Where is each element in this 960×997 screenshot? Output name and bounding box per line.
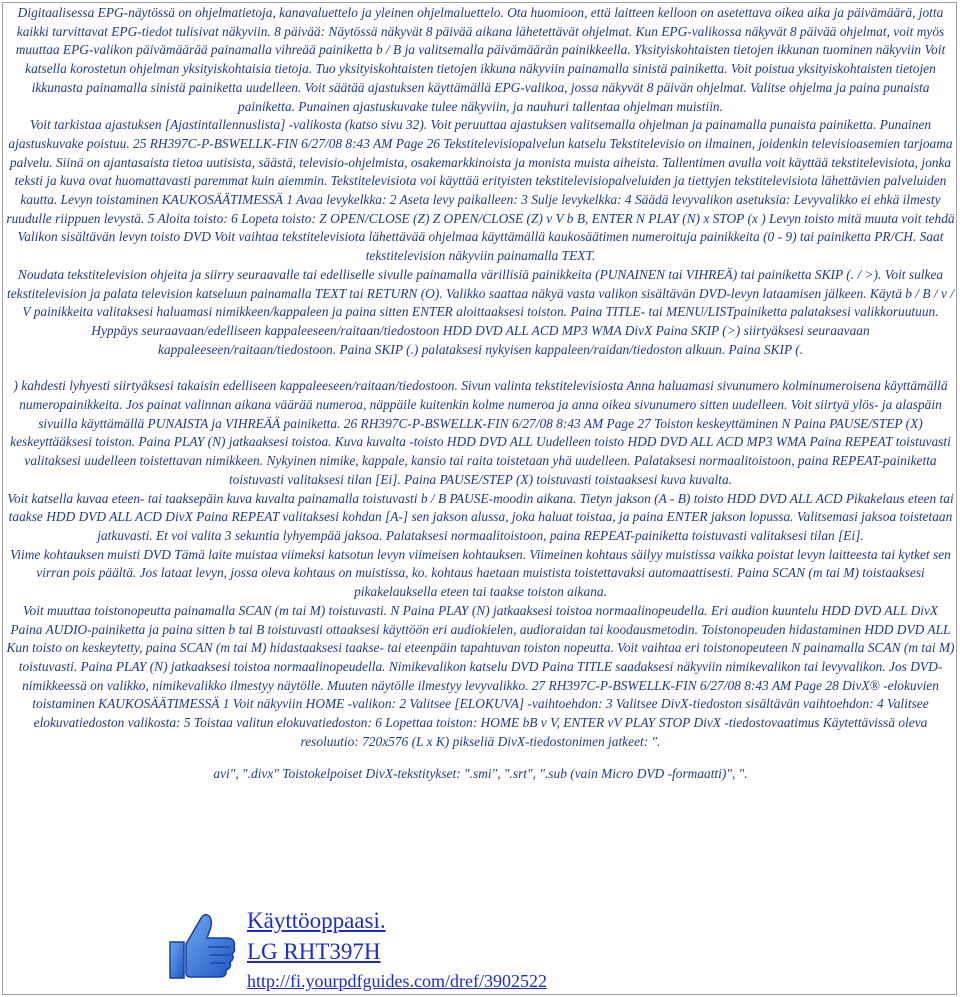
paragraph-epg: Digitaalisessa EPG-näytössä on ohjelmatietoja, kanavaluettelo ja yleinen ohjelmaluettelo. Ota huomioon, että laitteen kelloon on asetettava oikea aika ja päivämäärä, jotta kaikki tarvittavat EPG-tiedot tulisivat näkyviin. 8 päivää: Näytössä näkyvät 8 päivää aikana lähetettävät ohjelmat. Kun EPG-valikossa näkyvät 8 päivää ohjelmat, voit myös muuttaa EPG-valikon päivämäärää painamalla vihreää painiketta b / B ja valitsemalla päivämäärän painikkeella. Yksityiskohtaisten tietojen ikkunan tuominen näkyviin Voit katsella korostetun ohjelman yksityiskohtaisia tietoja. Tuo yksityiskohtaisten tietojen ikkuna näkyviin painamalla sinistä painiketta. Voit poistua yksityiskohtaisten tietojen ikkunasta painamalla sinistä painiketta uudelleen. Voit säätää ajastuksen käyttämällä EPG-valikoa, jossa näkyvät 8 päivän ohjelmat. Valitse ohjelma ja paina punaista painiketta. Punainen ajastuskuvake tulee näkyviin, ja nauhuri tallentaa ohjelman muistiin.	[15, 5, 946, 114]
paragraph-gap	[6, 359, 955, 377]
paragraph-last-scene: Viime kohtauksen muisti DVD Tämä laite muistaa viimeksi katsotun levyn viimeisen kohtauksen. Viimeinen kohtaus säilyy muistissa vaikka poistat levyn laitteesta tai kytket sen virran pois päältä. Jos lataat levyn, jossa oleva kohtaus on muistissa, ko. kohtaus haetaan muistista toistettavaksi automaattisesti. Paina SCAN (m tai M) toistaaksesi pikakelauksella eteen tai taakse toiston aikana.	[10, 546, 951, 600]
paragraph-teletext: Voit tarkistaa ajastuksen [Ajastintallennuslista] -valikosta (katso sivu 32). Voit peruuttaa ajastuksen valitsemalla ohjelman ja painamalla punaista painiketta. Punainen ajastuskuvake poistuu. 25 RH397C-P-BSWELLK-FIN 6/27/08 8:43 AM Page 26 Tekstitelevisiopalvelun katselu Tekstitelevisio on ilmainen, joidenkin televisioasemien tarjoama palvelu. Siinä on ajantasaista tietoa uutisista, säästä, televisio-ohjelmista, osakemarkkinoista ja monista muista aiheista. Tallentimen avulla voit käyttää tekstitelevisiota, jonka teksti ja kuva ovat huomattavasti paremmat kuin aiemmin. Tekstitelevisiota voi käyttää erityisten tekstitelevisiopalveluiden ja tiettyjen tekstitelevisiota lähettävien palveluiden kautta. Levyn toistaminen KAUKOSÄÄTIMESSÄ 1 Avaa levykelkka: 2 Aseta levy paikalleen: 3 Sulje levykelkka: 4 Säädä levyvalikon asetuksia: Levyvalikko ei ehkä ilmesty ruudulle riippuen levystä. 5 Aloita toisto: 6 Lopeta toisto: Z OPEN/CLOSE (Z) Z OPEN/CLOSE (Z) v V b B, ENTER N PLAY (N) x STOP (x ) Levyn toisto mitä muuta voit tehdä Valikon sisältävän levyn toisto DVD Voit vaihtaa tekstitelevisiota lähettävää ohjelmaa käyttämällä kaukosäätimen numeroituja painikkeita (0 - 9) tai painiketta PR/CH. Saat tekstitelevision näkyviin painamalla TEXT.	[6, 117, 955, 264]
paragraph-audio-divx: Voit muuttaa toistonopeutta painamalla SCAN (m tai M) toistuvasti. N Paina PLAY (N) jatkaaksesi toistoa normaalinopeudella. Eri audion kuuntelu HDD DVD ALL DivX Paina AUDIO-painiketta ja paina sitten b tai B toistuvasti ottaaksesi käyttöön eri audiokielen, audioraidan tai koodausmetodin. Toistonopeuden hidastaminen HDD DVD ALL Kun toisto on keskeytetty, paina SCAN (m tai M) hidastaaksesi taakse- tai eteenpäin tapahtuvan toiston nopeutta. Voit vaihtaa eri toistonopeuteen N painamalla SCAN (m tai M) toistuvasti. Paina PLAY (N) jatkaaksesi toistoa normaalinopeudella. Nimikevalikon katselu DVD Paina TITLE saadaksesi näkyviin nimikevalikon tai levyvalikon. Jos DVD-nimikkeessä on valikko, nimikevalikko ilmestyy näytölle. Muuten näytölle ilmestyy levyvalikko. 27 RH397C-P-BSWELLK-FIN 6/27/08 8:43 AM Page 28 DivX® -elokuvien toistaminen KAUKOSÄÄTIMESSÄ 1 Voit näkyviin HOME -valikon: 2 Valitsee [ELOKUVA] -vaihtoehdon: 3 Valitsee DivX-tiedoston sisältävän vaihtoehdon: 4 Valitsee elokuvatiedoston valikosta: 5 Toistaa valitun elokuvatiedoston: 6 Lopettaa toiston: HOME bB v V, ENTER vV PLAY STOP DivX -tiedostovaatimus Käytettävissä oleva resoluutio: 720x576 (L x K) pikseliä DivX-tiedostonimen jatkeet: ".	[6, 602, 955, 749]
guide-model-link[interactable]: LG RHT397H	[247, 939, 381, 964]
paragraph-page-select: ) kahdesti lyhyesti siirtyäksesi takaisin edelliseen kappaleeseen/raitaan/tiedostoon. Sivun valinta tekstitelevisiosta Anna haluamasi sivunumero kolminumeroisena käyttämällä numeropainikkeita. Jos painat valinnan aikana väärää numeroa, näppäile kuitenkin kolme numeroa ja anna oikea sivunumero sitten uudelleen. Voit siirtyä ylös- ja alaspäin sivuilla käyttämällä PUNAISTA ja VIHREÄÄ painiketta. 26 RH397C-P-BSWELLK-FIN 6/27/08 8:43 AM Page 27 Toiston keskeyttäminen N Paina PAUSE/STEP (X) keskeyttääksesi toiston. Paina PLAY (N) jatkaaksesi toistoa. Kuva kuvalta -toisto HDD DVD ALL Uudelleen toisto HDD DVD ALL ACD MP3 WMA Paina REPEAT toistuvasti valitaksesi uudelleen toistettavan nimikkeen. Nykyinen nimike, kappale, kansio tai raita toistetaan yhä uudelleen. Palataksesi normaalitoistoon, paina REPEAT-painiketta toistuvasti valitaksesi tilan [Ei]. Paina PAUSE/STEP (X) toistuvasti toistaaksesi kuva kuvalta.	[10, 378, 951, 487]
paragraph-extensions: avi", ".divx" Toistokelpoiset DivX-tekstitykset: ".smi", ".srt", ".sub (vain Micro DVD -formaatti)", ".	[213, 766, 748, 782]
paragraph-ab-repeat: Voit katsella kuvaa eteen- tai taaksepäin kuva kuvalta painamalla toistuvasti b / B PAUSE-moodin aikana. Tietyn jakson (A - B) toisto HDD DVD ALL ACD Pikakelaus eteen tai taakse HDD DVD ALL ACD DivX Paina REPEAT valitaksesi kohdan [A-] sen jakson alussa, joka haluat toistaa, ja paina ENTER jakson lopussa. Valitsemasi jaksoa toistetaan jatkuvasti. Et voi valita 3 sekuntia lyhyempää jaksoa. Palataksesi normaalitoistoon, paina REPEAT-painiketta toistuvasti valitaksesi tilan [Ei].	[7, 490, 954, 543]
thumbs-up-icon	[160, 906, 240, 986]
document-page	[2, 2, 957, 995]
guide-url-link[interactable]: http://fi.yourpdfguides.com/dref/3902522	[247, 971, 547, 991]
user-guide-promo	[160, 906, 680, 995]
document-body	[6, 4, 955, 784]
paragraph-menu-skip: Noudata tekstitelevision ohjeita ja siirry seuraavalle tai edelliselle sivulle painamalla värillisiä painikkeita (PUNAINEN tai VIHREÄ) tai painiketta SKIP (. / >). Voit sulkea tekstitelevision ja palata television katseluun painamalla TEXT tai RETURN (O). Valikko saattaa näkyä vasta valikon sisältävän DVD-levyn lataamisen jälkeen. Käytä b / B / v / V painikkeita valitaksesi haluamasi nimikkeen/kappaleen ja paina sitten ENTER aloittaaksesi toiston. Paina TITLE- tai MENU/LISTpainiketta palataksesi valikkoruutuun. Hyppäys seuraavaan/edelliseen kappaleeseen/raitaan/tiedostoon HDD DVD ALL ACD MP3 WMA DivX Paina SKIP (>) siirtyäksesi seuraavaan kappaleeseen/raitaan/tiedostoon. Paina SKIP (.) palataksesi nykyisen kappaleen/raidan/tiedoston alkuun. Paina SKIP (.	[7, 266, 954, 357]
guide-title-link[interactable]: Käyttöoppaasi.	[247, 908, 386, 933]
